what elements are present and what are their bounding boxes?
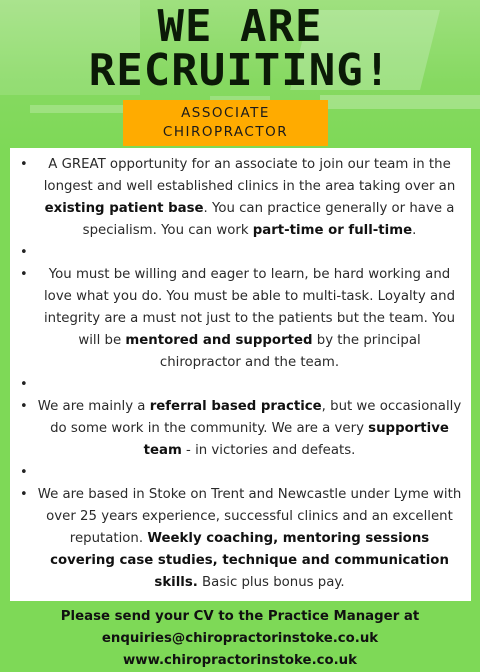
bullet-text: We are mainly a: [37, 399, 150, 414]
bullet-item: [10, 154, 471, 242]
empty-bullet: [10, 462, 471, 484]
empty-bullet: [10, 374, 471, 396]
headline-line2: RECRUITING!: [88, 45, 392, 96]
footer-instruction: Please send your CV to the Practice Manager at: [60, 609, 420, 624]
bullet-text: Basic plus bonus pay.: [197, 575, 345, 590]
bullet-text: You must be willing and eager to learn, be hard working and love what you do. You must be able to multi-task. Loyalty and integrity are a must not just to the patients but the team. You will be: [43, 267, 456, 348]
bold-phrase: supportive team: [143, 421, 449, 458]
bullet-text: A GREAT opportunity for an associate to join our team in the longest and well established clinics in the area taking over an: [43, 157, 456, 194]
contact-website[interactable]: www.chiropractorinstoke.co.uk: [123, 653, 357, 668]
bold-phrase: Weekly coaching, mentoring sessions covering case studies, technique and communication skills.: [50, 531, 449, 590]
bullet-item: [10, 484, 471, 594]
bullet-item: [10, 264, 471, 374]
badge-line1: ASSOCIATE: [181, 105, 270, 121]
bullet-text: . You can practice generally or have a specialism. You can work: [82, 201, 455, 238]
contact-email[interactable]: enquiries@chiropractorinstoke.co.uk: [101, 631, 379, 646]
bullet-text: .: [412, 223, 417, 238]
bullet-text: , but we occasionally do some work in the community. We are a very: [50, 399, 462, 436]
badge-line2: CHIROPRACTOR: [162, 124, 289, 140]
job-description-panel: [10, 148, 471, 601]
background-shape: [320, 95, 480, 109]
bullet-item: [10, 396, 471, 462]
position-badge: [123, 100, 328, 146]
bullet-text: We are based in Stoke on Trent and Newcastle under Lyme with over 25 years experience, successful clinics and an excellent reputation.: [37, 487, 462, 546]
bold-phrase: existing patient base: [44, 201, 204, 216]
empty-bullet: [10, 242, 471, 264]
bullet-text: by the principal chiropractor and the team.: [159, 333, 421, 370]
bold-phrase: referral based practice: [149, 399, 322, 414]
bullet-text: - in victories and defeats.: [181, 443, 356, 458]
headline-line1: WE ARE: [157, 1, 323, 52]
contact-footer: [0, 606, 480, 672]
bold-phrase: part-time or full-time: [252, 223, 413, 238]
bold-phrase: mentored and supported: [125, 333, 313, 348]
bullet-list: [10, 148, 471, 594]
